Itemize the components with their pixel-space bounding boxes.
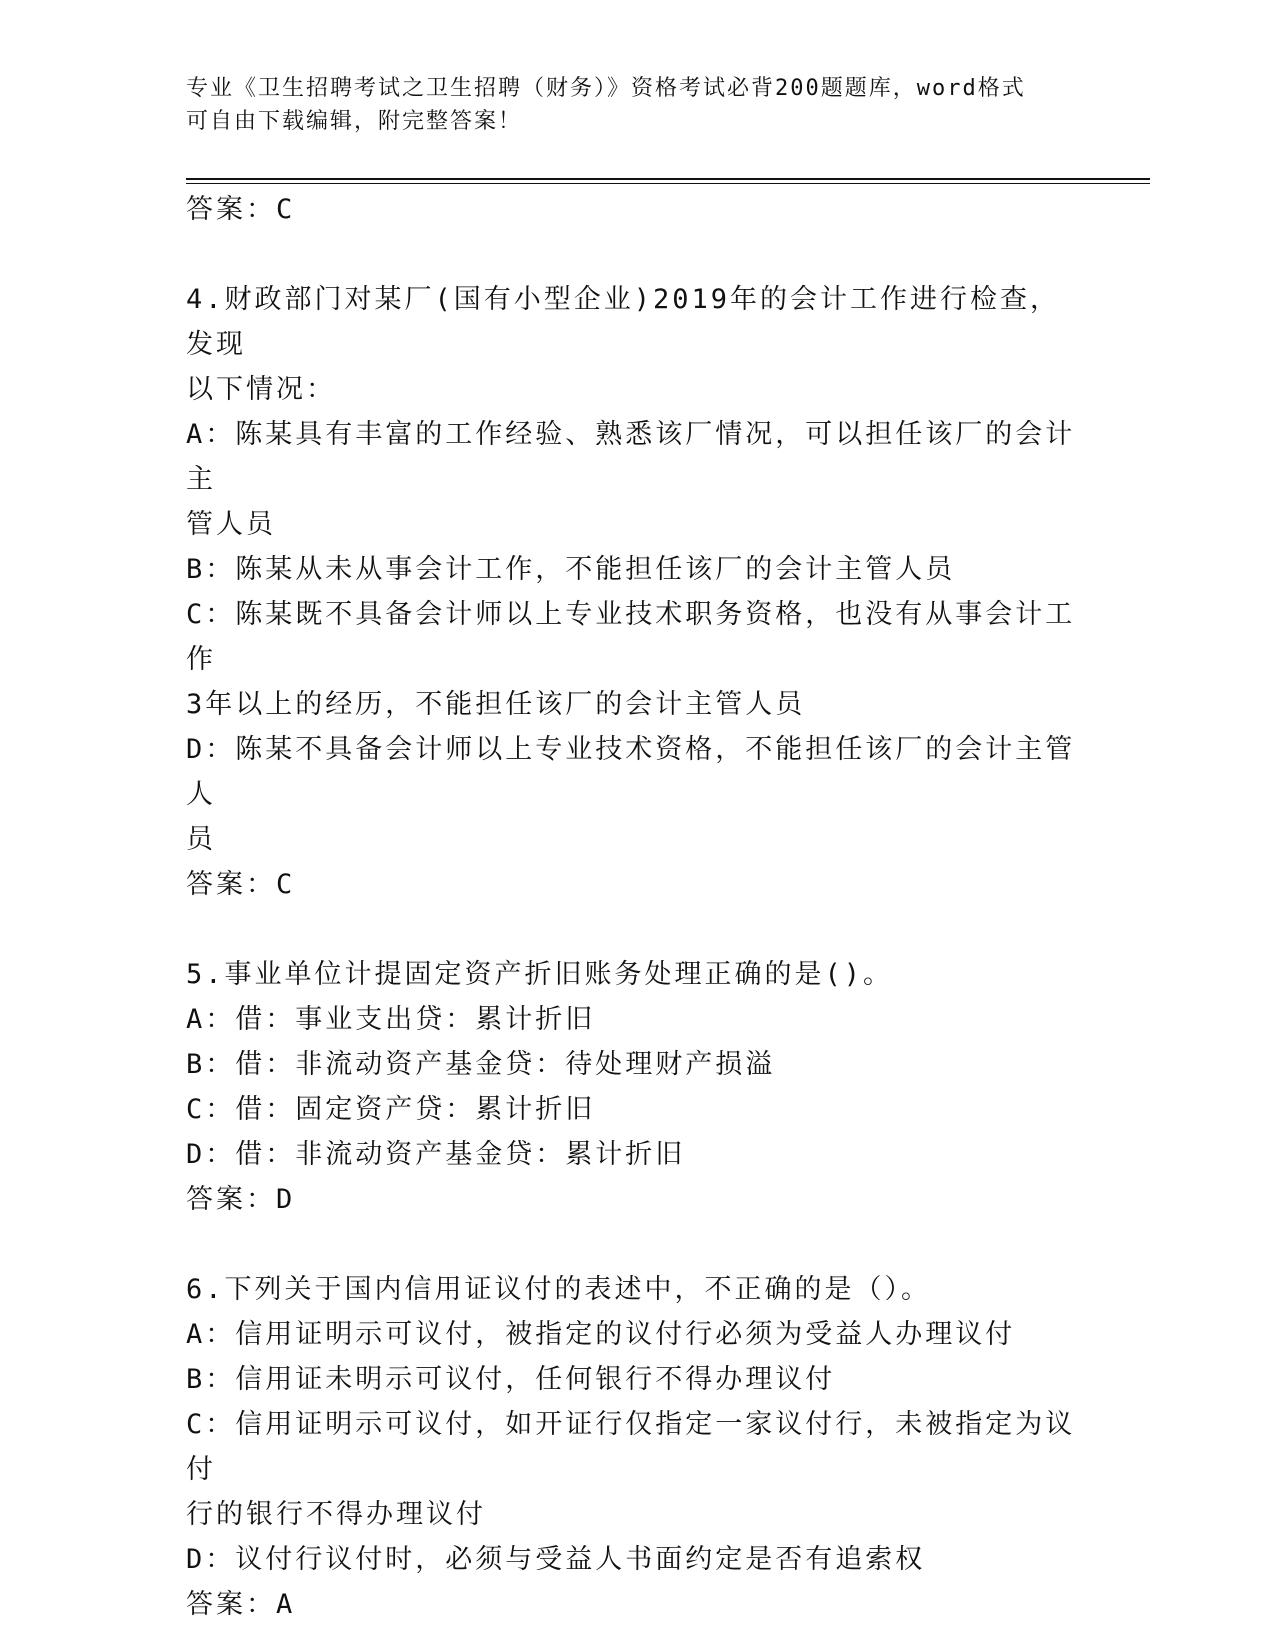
header-divider-thin: [186, 183, 1150, 184]
option-c: C：借：固定资产贷：累计折旧: [186, 1094, 596, 1125]
option-a: A：借：事业支出贷：累计折旧: [186, 1004, 596, 1035]
question-block: [186, 1267, 1076, 1627]
question-block: [186, 277, 1076, 907]
answer-line: 答案：C: [186, 194, 296, 225]
option-b: B：借：非流动资产基金贷：待处理财产损溢: [186, 1049, 776, 1080]
option-d: 员: [186, 824, 216, 855]
option-c: 3年以上的经历，不能担任该厂的会计主管人员: [186, 689, 806, 720]
option-c: C：陈某既不具备会计师以上专业技术职务资格，也没有从事会计工作: [186, 599, 1076, 675]
option-d: D：借：非流动资产基金贷：累计折旧: [186, 1139, 686, 1170]
question-stem: 5.事业单位计提固定资产折旧账务处理正确的是()。: [186, 959, 894, 990]
option-b: B：陈某从未从事会计工作，不能担任该厂的会计主管人员: [186, 554, 956, 585]
question-block: [186, 952, 1076, 1222]
option-c: C：信用证明示可议付，如开证行仅指定一家议付行，未被指定为议付: [186, 1409, 1076, 1485]
option-d: D：陈某不具备会计师以上专业技术资格，不能担任该厂的会计主管人: [186, 734, 1076, 810]
option-a: A：信用证明示可议付，被指定的议付行必须为受益人办理议付: [186, 1319, 1016, 1350]
spacer: [186, 907, 1076, 952]
question-stem: 以下情况：: [186, 374, 336, 405]
option-a: A：陈某具有丰富的工作经验、熟悉该厂情况，可以担任该厂的会计主: [186, 419, 1076, 495]
document-body: [186, 187, 1076, 1627]
answer-line: 答案：A: [186, 1589, 296, 1620]
answer-line: 答案：D: [186, 1184, 296, 1215]
spacer: [186, 232, 1076, 277]
header-line-1: 专业《卫生招聘考试之卫生招聘（财务）》资格考试必背200题题库，word格式: [186, 76, 1026, 101]
spacer: [186, 1222, 1076, 1267]
question-stem: 6.下列关于国内信用证议付的表述中，不正确的是（）。: [186, 1274, 932, 1305]
option-a: 管人员: [186, 509, 276, 540]
option-c: 行的银行不得办理议付: [186, 1499, 486, 1530]
answer-line: 答案：C: [186, 869, 296, 900]
header-divider-thick: [186, 178, 1150, 180]
option-d: D：议付行议付时，必须与受益人书面约定是否有追索权: [186, 1544, 926, 1575]
question-stem: 4.财政部门对某厂(国有小型企业)2019年的会计工作进行检查，发现: [186, 284, 1061, 360]
option-b: B：信用证未明示可议付，任何银行不得办理议付: [186, 1364, 836, 1395]
document-header: [186, 72, 1066, 138]
header-line-2: 可自由下载编辑，附完整答案！: [186, 109, 523, 134]
